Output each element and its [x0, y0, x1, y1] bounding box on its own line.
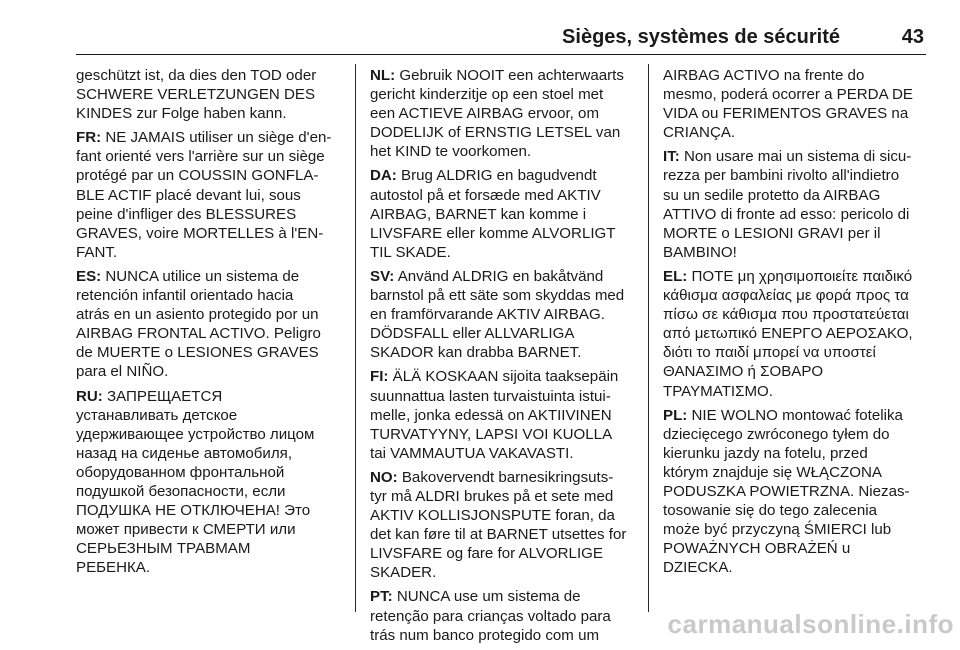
warning-paragraph	[663, 66, 934, 142]
text-line	[76, 558, 347, 577]
warning-paragraph	[76, 387, 347, 578]
line-text: оборудованном фронтальной	[76, 463, 285, 481]
text-line	[370, 425, 641, 444]
text-line	[76, 520, 347, 539]
line-text: Gebruik NOOIT een achterwaarts	[395, 67, 624, 84]
text-column-left	[76, 66, 347, 582]
text-line	[663, 425, 934, 444]
text-line	[76, 66, 347, 85]
text-line	[370, 286, 641, 305]
warning-paragraph	[370, 587, 641, 644]
text-line	[663, 520, 934, 539]
line-text: ÄLÄ KOSKAAN sijoita taaksepäin	[388, 368, 619, 386]
text-line	[663, 343, 934, 362]
line-text: LIVSFARE og fare for ALVORLIGE	[370, 545, 603, 563]
warning-paragraph	[663, 147, 934, 262]
text-line	[370, 324, 641, 343]
line-text: SCHWERE VERLETZUNGEN DES	[76, 86, 316, 104]
text-line	[76, 104, 347, 123]
line-text: назад на сиденье автомобиля,	[76, 444, 293, 462]
text-line	[663, 243, 934, 262]
text-line	[370, 406, 641, 425]
text-line	[76, 425, 347, 444]
line-text: πίσω σε κάθισμα που προστατεύεται	[663, 306, 909, 324]
text-line	[370, 123, 641, 142]
text-line	[663, 123, 934, 142]
line-text: tyr må ALDRI brukes på et sete med	[370, 487, 614, 505]
language-code: NO:	[370, 468, 398, 486]
line-text: может привести к СМЕРТИ или	[76, 521, 296, 539]
text-line	[76, 147, 347, 166]
warning-paragraph	[76, 267, 347, 382]
line-text: POWAŻNYCH OBRAŻEŃ u	[663, 540, 851, 558]
warning-paragraph	[76, 66, 347, 123]
line-text: BLE ACTIF placé devant lui, sous	[76, 186, 301, 204]
language-code: DA:	[370, 167, 397, 185]
language-code: FR:	[76, 129, 102, 147]
line-text: fant orienté vers l'arrière sur un siège	[76, 148, 325, 166]
text-line	[76, 444, 347, 463]
language-code: NL:	[370, 67, 396, 84]
text-line	[370, 85, 641, 104]
line-text: dziecięcego zwróconego tyłem do	[663, 425, 890, 443]
text-line	[370, 487, 641, 506]
line-text: ЗАПРЕЩАЕТСЯ	[102, 387, 223, 405]
text-line	[663, 286, 934, 305]
line-text: Brug ALDRIG en bagudvendt	[396, 167, 597, 185]
line-text: de MUERTE o LESIONES GRAVES	[76, 344, 319, 362]
text-line	[76, 85, 347, 104]
line-text: su un sedile protetto da AIRBAG	[663, 186, 881, 204]
line-text: ATTIVO di fronte ad esso: pericolo di	[663, 205, 910, 223]
line-text: kierunku jazdy na fotelu, przed	[663, 444, 868, 462]
line-text: geschützt ist, da dies den TOD oder	[76, 67, 317, 84]
text-line	[76, 324, 347, 343]
line-text: подушкой безопасности, если	[76, 482, 286, 500]
line-text: suunnattua lasten turvaistuinta istui‐	[370, 387, 611, 405]
line-text: διότι το παιδί μπορεί να υποστεί	[663, 344, 876, 362]
line-text: TURVATYYNY, LAPSI VOI KUOLLA	[370, 425, 613, 443]
text-line	[663, 205, 934, 224]
text-line	[76, 186, 347, 205]
language-code: ES:	[76, 267, 102, 285]
warning-paragraph	[370, 267, 641, 362]
text-line	[370, 587, 641, 606]
column-divider	[648, 64, 649, 612]
line-text: SKADOR kan drabba BARNET.	[370, 344, 582, 362]
line-text: από μετωπικό ΕΝΕΡΓΟ ΑΕΡΟΣΑΚΟ,	[663, 325, 913, 343]
text-line	[370, 506, 641, 525]
text-line	[663, 85, 934, 104]
text-line	[370, 563, 641, 582]
text-line	[663, 406, 934, 425]
text-line	[76, 362, 347, 381]
line-text: GRAVES, voire MORTELLES à l'EN‐	[76, 224, 324, 242]
warning-paragraph	[370, 66, 641, 161]
line-text: peine d'infliger des BLESSURES	[76, 205, 297, 223]
line-text: det kan føre til at BARNET utsettes for	[370, 526, 627, 544]
line-text: NE JAMAIS utiliser un siège d'en-	[101, 129, 332, 147]
text-line	[76, 482, 347, 501]
warning-paragraph	[370, 468, 641, 583]
language-code: PT:	[370, 588, 393, 606]
line-text: DODELIJK of ERNSTIG LETSEL van	[370, 124, 621, 142]
text-line	[370, 205, 641, 224]
line-text: AKTIV KOLLISJONSPUTE foran, da	[370, 507, 615, 525]
line-text: AIRBAG ACTIVO na frente do	[663, 67, 865, 84]
text-column-right	[663, 66, 934, 582]
language-code: PL:	[663, 406, 688, 424]
warning-paragraph	[370, 367, 641, 462]
line-text: Använd ALDRIG en bakåtvänd	[394, 267, 604, 285]
text-line	[370, 224, 641, 243]
text-line	[370, 367, 641, 386]
text-line	[370, 142, 641, 161]
line-text: TIL SKADE.	[370, 243, 451, 261]
line-text: protégé par un COUSSIN GONFLA‐	[76, 167, 319, 185]
line-text: NUNCA use um sistema de	[392, 588, 581, 606]
page-header	[76, 22, 926, 55]
line-text: którym znajduje się WŁĄCZONA	[663, 463, 882, 481]
text-line	[76, 224, 347, 243]
warning-paragraph	[663, 406, 934, 578]
text-line	[370, 468, 641, 487]
line-text: Bakovervendt barnesikringsuts‐	[397, 468, 614, 486]
text-line	[370, 166, 641, 185]
text-line	[76, 463, 347, 482]
text-line	[663, 104, 934, 123]
language-code: IT:	[663, 148, 680, 166]
line-text: BAMBINO!	[663, 243, 737, 261]
line-text: LIVSFARE eller komme ALVORLIGT	[370, 224, 616, 242]
line-text: para el NIÑO.	[76, 363, 169, 381]
line-text: MORTE o LESIONI GRAVI per il	[663, 224, 881, 242]
text-line	[76, 166, 347, 185]
warning-paragraph	[663, 267, 934, 401]
line-text: atrás en un asiento protegido por un	[76, 306, 319, 324]
line-text: een ACTIEVE AIRBAG ervoor, om	[370, 105, 600, 123]
text-line	[663, 66, 934, 85]
text-line	[663, 305, 934, 324]
text-line	[663, 224, 934, 243]
text-line	[76, 305, 347, 324]
line-text: удерживающее устройство лицом	[76, 425, 315, 443]
text-line	[76, 205, 347, 224]
line-text: СЕРЬЕЗНЫМ ТРАВМАМ	[76, 540, 251, 558]
line-text: retención infantil orientado hacia	[76, 287, 294, 305]
text-line	[370, 66, 641, 85]
line-text: РЕБЕНКА.	[76, 559, 151, 577]
text-line	[370, 186, 641, 205]
text-line	[76, 501, 347, 520]
line-text: AIRBAG FRONTAL ACTIVO. Peligro	[76, 325, 321, 343]
line-text: κάθισμα ασφαλείας με φορά προς τα	[663, 287, 909, 305]
line-text: retenção para crianças voltado para	[370, 607, 611, 625]
line-text: en framförvarande AKTIV AIRBAG.	[370, 306, 605, 324]
text-line	[76, 539, 347, 558]
text-line	[370, 387, 641, 406]
language-code: EL:	[663, 267, 688, 285]
watermark: carmanualsonline.info	[667, 609, 954, 639]
line-text: устанавливать детское	[76, 406, 238, 424]
line-text: AIRBAG, BARNET kan komme i	[370, 205, 587, 223]
line-text: het KIND te voorkomen.	[370, 143, 532, 161]
text-line	[663, 186, 934, 205]
line-text: ΘΑΝΑΣΙΜΟ ή ΣΟΒΑΡΟ	[663, 363, 824, 381]
text-line	[663, 166, 934, 185]
text-line	[663, 362, 934, 381]
text-line	[370, 525, 641, 544]
text-line	[76, 343, 347, 362]
line-text: rezza per bambini rivolto all'indietro	[663, 167, 900, 185]
text-line	[663, 382, 934, 401]
line-text: ΠΟΤΕ μη χρησιμοποιείτε παιδικό	[687, 267, 913, 285]
line-text: CRIANÇA.	[663, 124, 736, 142]
text-line	[663, 463, 934, 482]
line-text: NUNCA utilice un sistema de	[101, 267, 300, 285]
page-number: 43	[901, 26, 924, 48]
line-text: NIE WOLNO montować fotelika	[687, 406, 903, 424]
column-divider	[355, 64, 356, 612]
text-line	[663, 501, 934, 520]
line-text: Non usare mai un sistema di sicu‐	[679, 148, 912, 166]
line-text: ПОДУШКА НЕ ОТКЛЮЧЕНА! Это	[76, 502, 311, 520]
text-line	[370, 243, 641, 262]
text-line	[663, 558, 934, 577]
line-text: DZIECKA.	[663, 559, 733, 577]
text-line	[370, 444, 641, 463]
line-text: barnstol på ett säte som skyddas med	[370, 287, 625, 305]
page-title: Sièges, systèmes de sécurité	[562, 26, 840, 48]
language-code: FI:	[370, 368, 389, 386]
language-code: RU:	[76, 387, 103, 405]
text-line	[370, 607, 641, 626]
text-line	[370, 343, 641, 362]
line-text: autostol på et forsæde med AKTIV	[370, 186, 601, 204]
warning-paragraph	[370, 166, 641, 261]
text-line	[76, 286, 347, 305]
language-code: SV:	[370, 267, 395, 285]
text-line	[663, 147, 934, 166]
line-text: ΤΡΑΥΜΑΤΙΣΜΟ.	[663, 382, 773, 400]
text-line	[76, 387, 347, 406]
text-line	[663, 267, 934, 286]
line-text: trás num banco protegido com um	[370, 626, 600, 644]
line-text: DÖDSFALL eller ALLVARLIGA	[370, 325, 575, 343]
text-line	[370, 544, 641, 563]
text-line	[663, 444, 934, 463]
text-line	[370, 104, 641, 123]
warning-paragraph	[76, 128, 347, 262]
line-text: KINDES zur Folge haben kann.	[76, 105, 287, 123]
line-text: mesmo, poderá ocorrer a PERDA DE	[663, 86, 913, 104]
line-text: melle, jonka edessä on AKTIIVINEN	[370, 406, 612, 424]
text-line	[76, 243, 347, 262]
text-line	[663, 482, 934, 501]
line-text: PODUSZKA POWIETRZNA. Niezas‐	[663, 482, 910, 500]
text-column-middle	[370, 66, 641, 650]
text-line	[370, 267, 641, 286]
text-line	[663, 539, 934, 558]
text-line	[370, 305, 641, 324]
line-text: FANT.	[76, 243, 118, 261]
line-text: może być przyczyną ŚMIERCI lub	[663, 521, 892, 539]
line-text: gericht kinderzitje op een stoel met	[370, 86, 604, 104]
text-line	[76, 128, 347, 147]
line-text: tosowanie się do tego zalecenia	[663, 502, 877, 520]
text-line	[76, 406, 347, 425]
line-text: SKADER.	[370, 564, 437, 582]
text-line	[663, 324, 934, 343]
line-text: VIDA ou FERIMENTOS GRAVES na	[663, 105, 909, 123]
text-line	[76, 267, 347, 286]
line-text: tai VAMMAUTUA VAKAVASTI.	[370, 444, 574, 462]
